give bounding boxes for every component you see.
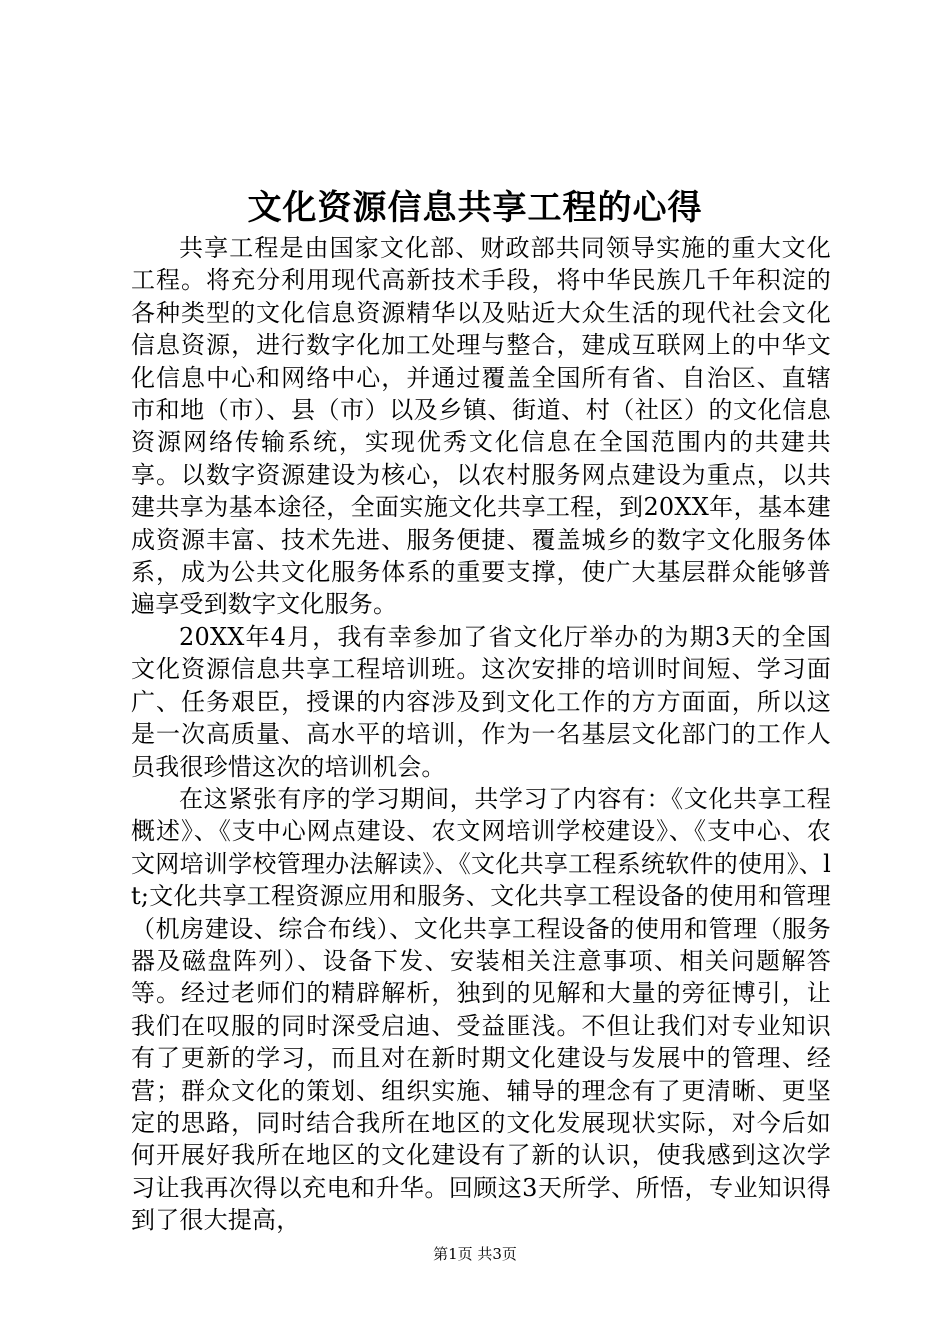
paragraph-1: 共享工程是由国家文化部、财政部共同领导实施的重大文化工程。将充分利用现代高新技术手段，将中华民族几千年积淀的各种类型的文化信息资源精华以及贴近大众生活的现代社会文化信息资源，进行数字化加工处理与整合，建成互联网上的中华文化信息中心和网络中心，并通过覆盖全国所有省、自治区、直辖市和地（市）、县（市）以及乡镇、街道、村（社区）的文化信息资源网络传输系统，实现优秀文化信息在全国范围内的共建共享。以数字资源建设为核心，以农村服务网点建设为重点，以共建共享为基本途径，全面实施文化共享工程，到20XX年，基本建成资源丰富、技术先进、服务便捷、覆盖城乡的数字文化服务体系，成为公共文化服务体系的重要支撑，使广大基层群众能够普遍享受到数字文化服务。: [131, 234, 831, 619]
document-title: 文化资源信息共享工程的心得: [247, 188, 703, 228]
document-body: [131, 232, 831, 1237]
paragraph-2: 20XX年4月，我有幸参加了省文化厅举办的为期3天的全国文化资源信息共享工程培训班。这次安排的培训时间短、学习面广、任务艰臣，授课的内容涉及到文化工作的方方面面，所以这是一次高质量、高水平的培训，作为一名基层文化部门的工作人员我很珍惜这次的培训机会。: [131, 622, 831, 781]
paragraph-3: 在这紧张有序的学习期间，共学习了内容有：《文化共享工程概述》、《支中心网点建设、农文网培训学校建设》、《支中心、农文网培训学校管理办法解读》、《文化共享工程系统软件的使用》、lt;文化共享工程资源应用和服务、文化共享工程设备的使用和管理（机房建设、综合布线）、文化共享工程设备的使用和管理（服务器及磁盘阵列）、设备下发、安装相关注意事项、相关问题解答等。经过老师们的精辟解析，独到的见解和大量的旁征博引，让我们在叹服的同时深受启迪、受益匪浅。不但让我们对专业知识有了更新的学习，而且对在新时期文化建设与发展中的管理、经营；群众文化的策划、组织实施、辅导的理念有了更清晰、更坚定的思路，同时结合我所在地区的文化发展现状实际，对今后如何开展好我所在地区的文化建设有了新的认识，使我感到这次学习让我再次得以充电和升华。回顾这3天所学、所悟，专业知识得到了很大提高，: [131, 784, 831, 1235]
page-number-footer: 第1页 共3页: [433, 1245, 517, 1263]
